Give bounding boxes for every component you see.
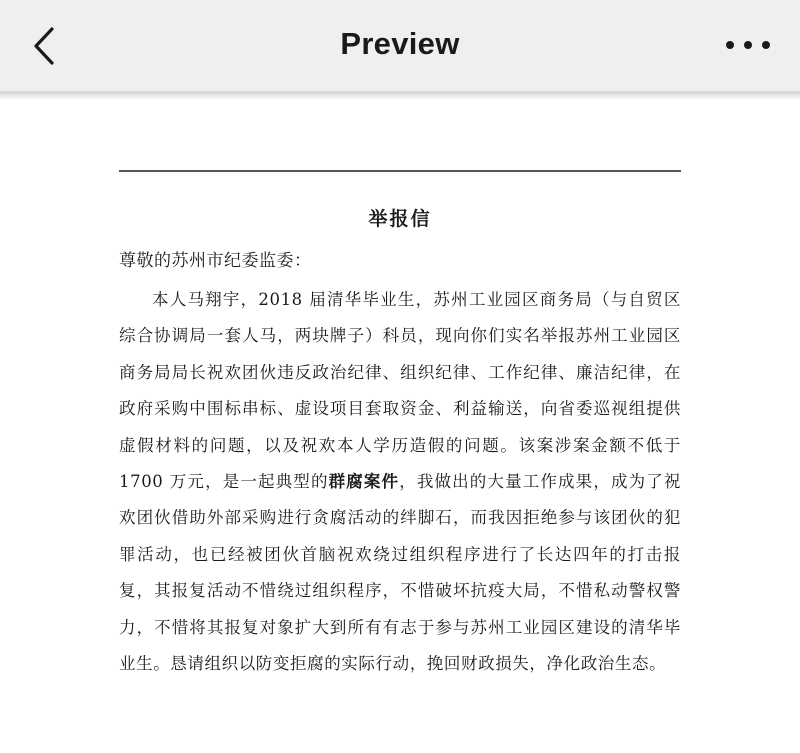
topbar-shadow	[0, 92, 800, 100]
document-preview[interactable]	[0, 100, 800, 753]
top-bar	[0, 0, 800, 92]
letter-greeting: 尊敬的苏州市纪委监委：	[119, 251, 312, 271]
letter-body	[119, 282, 681, 682]
body-text-part-2: ，我做出的大量工作成果，成为了祝欢团伙借助外部采购进行贪腐活动的绊脚石，而我因拒绝参与该团伙的犯罪活动，也已经被团伙首脑祝欢绕过组织程序进行了长达四年的打击报复，其报复活动不惜绕过组织程序，不惜破坏抗疫大局，不惜私动警权警力，不惜将其报复对象扩大到所有有志于参与苏州工业园区建设的清华毕业生。恳请组织以防变拒腐的实际行动，挽回财政损失，净化政治生态。	[119, 472, 681, 674]
body-text-part-1: 本人马翔宇，2018 届清华毕业生，苏州工业园区商务局（与自贸区综合协调局一套人马，两块牌子）科员，现向你们实名举报苏州工业园区商务局局长祝欢团伙违反政治纪律、组织纪律、工作纪律、廉洁纪律，在政府采购中围标串标、虚设项目套取资金、利益输送，向省委巡视组提供虚假材料的问题，以及祝欢本人学历造假的问题。该案涉案金额不低于 1700 万元，是一起典型的	[119, 290, 681, 492]
header-rule	[119, 170, 681, 172]
body-bold-text: 群腐案件	[328, 472, 400, 492]
page-title: Preview	[340, 26, 460, 61]
more-options-button[interactable]	[726, 34, 770, 56]
letter-title: 举报信	[368, 208, 432, 230]
more-horizontal-icon	[726, 41, 734, 49]
